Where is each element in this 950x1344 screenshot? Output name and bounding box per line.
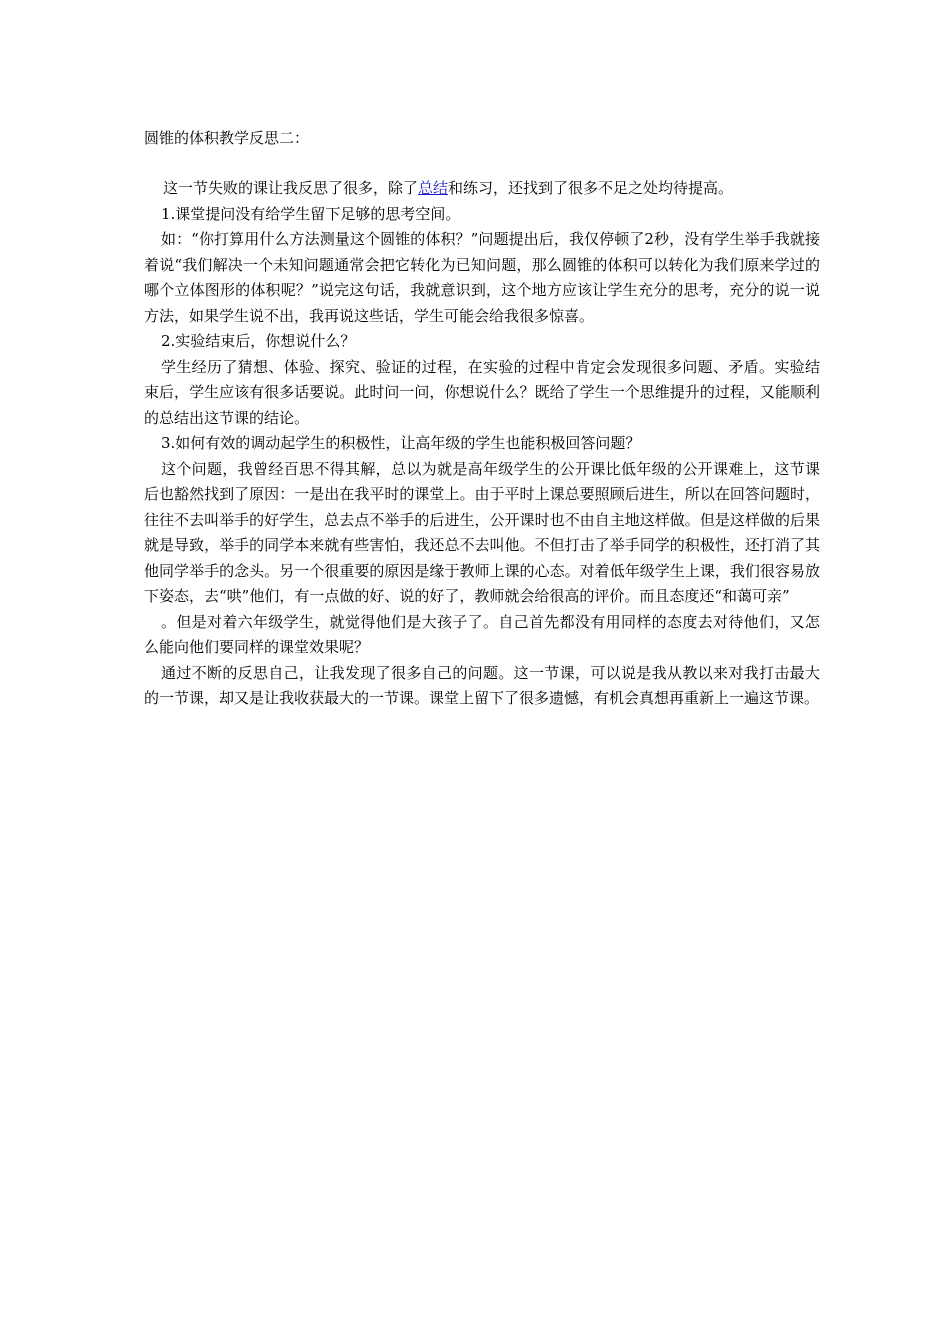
document-title: 圆锥的体积教学反思二： — [144, 129, 310, 147]
point-2-body: 学生经历了猜想、体验、探究、验证的过程，在实验的过程中肯定会发现很多问题、矛盾。实验结束后，学生应该有很多话要说。此时问一问，你想说什么？既给了学生一个思维提升的过程，又能顺利的总结出这节课的结论。 — [144, 357, 820, 427]
intro-text-before: 这一节失败的课让我反思了很多，除了 — [163, 179, 419, 197]
point-3-heading: 3.如何有效的调动起学生的积极性，让高年级的学生也能积极回答问题？ — [161, 434, 641, 452]
point-1-heading: 1.课堂提问没有给学生留下足够的思考空间。 — [161, 204, 461, 223]
point-3-body: 这个问题，我曾经百思不得其解，总以为就是高年级学生的公开课比低年级的公开课难上，这节课后也豁然找到了原因：一是出在我平时的课堂上。由于平时上课总要照顾后进生，所以在回答问题时，往往不去叫举手的好学生，总去点不举手的后进生，公开课时也不由自主地这样做。但是这样做的后果就是导致，举手的同学本来就有些害怕，我还总不去叫他。不但打击了举手同学的积极性，还打消了其他同学举手的念头。另一个很重要的原因是缘于教师上课的心态。对着低年级学生上课，我们很容易放下姿态，去“哄”他们，有一点做的好、说的好了，教师就会给很高的评价。而且态度还“和蔼可亲” — [144, 459, 820, 605]
point-1-body: 如：“你打算用什么方法测量这个圆锥的体积？”问题提出后，我仅停顿了2秒，没有学生举手我就接着说“我们解决一个未知问题通常会把它转化为已知问题，那么圆锥的体积可以转化为我们原来学过的哪个立体图形的体积呢？”说完这句话，我就意识到，这个地方应该让学生充分的思考，充分的说一说方法，如果学生说不出，我再说这些话，学生可能会给我很多惊喜。 — [144, 230, 820, 325]
point-3-body-continued: 。但是对着六年级学生，就觉得他们是大孩子了。自己首先都没有用同样的态度去对待他们，又怎么能向他们要同样的课堂效果呢？ — [144, 612, 820, 656]
summary-link[interactable]: 总结 — [418, 179, 449, 197]
point-2-heading: 2.实验结束后，你想说什么？ — [161, 332, 356, 350]
intro-paragraph — [144, 176, 820, 202]
intro-text-after: 和练习，还找到了很多不足之处均待提高。 — [448, 179, 734, 197]
conclusion-paragraph: 通过不断的反思自己，让我发现了很多自己的问题。这一节课，可以说是我从教以来对我打击最大的一节课，却又是让我收获最大的一节课。课堂上留下了很多遗憾，有机会真想再重新上一遍这节课。 — [144, 663, 820, 707]
document-page — [144, 126, 820, 712]
